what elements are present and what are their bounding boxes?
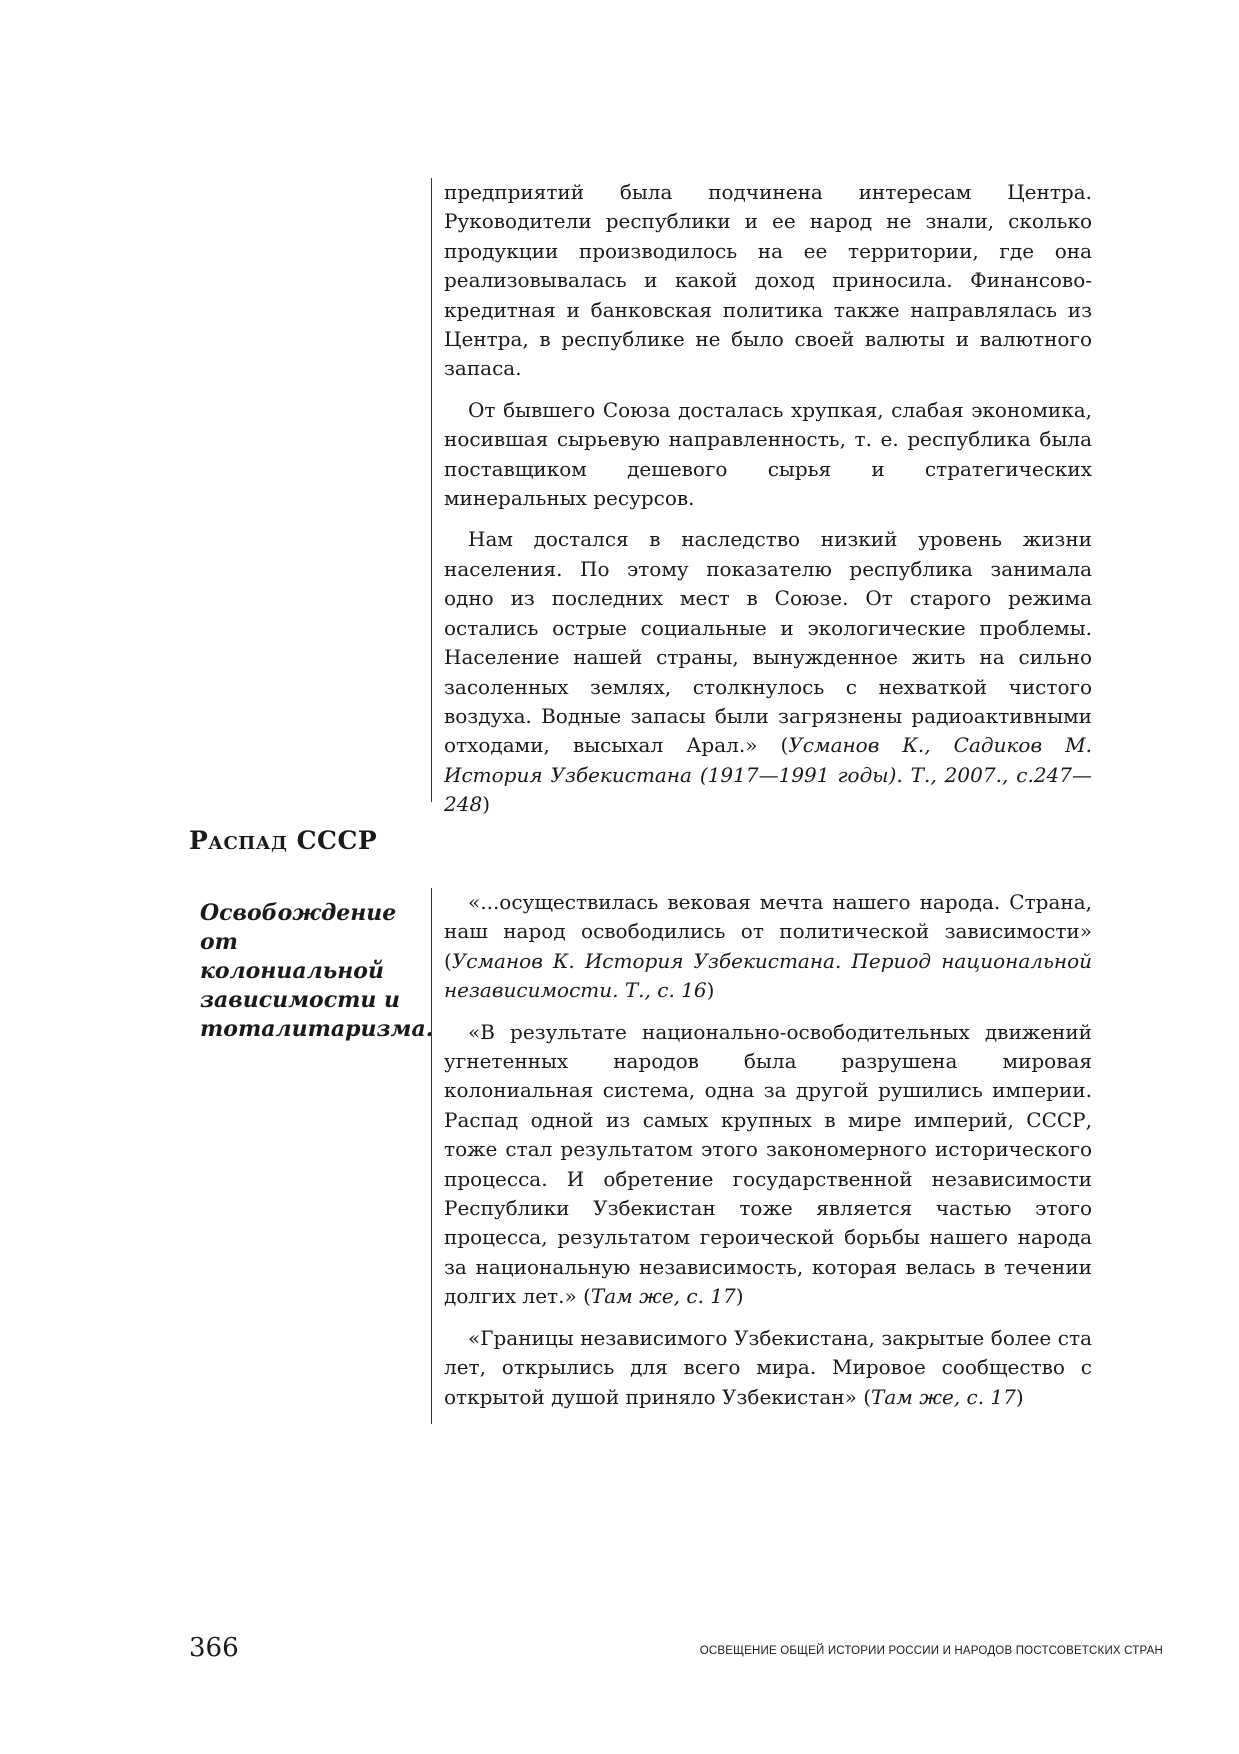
citation: Там же, с. 17 — [871, 1384, 1016, 1409]
paragraph-text: Нам достался в наследство низкий уровень жизни населения. По этому показателю республика занимала одно из последних мест в Союзе. От старого режима остались острые социальные и экологические проблемы. Население нашей страны, вынужденное жить на сильно засоленных землях, столкнулось с нехваткой чистого воздуха. Водные запасы были загрязнены радиоактивными отходами, высыхал Арал.» — [444, 527, 1092, 758]
citation-close: ) — [1015, 1384, 1024, 1409]
body-text-section-1 — [444, 178, 1092, 820]
citation-open: ( — [444, 948, 452, 973]
paragraph-text: От бывшего Союза досталась хрупкая, слабая экономика, носившая сырьевую направленность, т. е. республика была поставщиком дешевого сырья и стратегических минеральных ресурсов. — [444, 397, 1092, 511]
citation-open: ( — [583, 1284, 591, 1309]
paragraph — [444, 888, 1092, 1006]
citation: Усманов К., Садиков М. История Узбекистана (1917—1991 годы). Т., 2007., с.247—248 — [444, 733, 1093, 817]
paragraph — [444, 1324, 1092, 1412]
paragraph-text: «Границы независимого Узбекистана, закрытые более ста лет, открылись для всего мира. Мировое сообщество с открытой душой приняло Узбекистан» — [444, 1325, 1092, 1409]
citation: Усманов К. История Узбекистана. Период национальной независимости. Т., с. 16 — [444, 948, 1092, 1003]
citation-close: ) — [482, 792, 490, 817]
paragraph — [444, 1018, 1092, 1312]
citation-open: ( — [863, 1384, 872, 1409]
paragraph-text: «В результате национально-освободительных движений угнетенных народов была разрушена мировая колониальная система, одна за другой рушились империи. Распад одной из самых крупных в мире империй, СССР, тоже стал результатом этого закономерного исторического процесса. И обретение государственной независимости Республики Узбекистан тоже является частью этого процесса, результатом героической борьбы нашего народа за национальную независимость, которая велась в течении долгих лет.» — [444, 1019, 1092, 1309]
margin-rule-top — [431, 178, 432, 802]
citation-close: ) — [706, 978, 715, 1003]
paragraph — [444, 525, 1092, 819]
page-number: 366 — [189, 1633, 239, 1663]
running-footer: ОСВЕЩЕНИЕ ОБЩЕЙ ИСТОРИИ РОССИИ И НАРОДОВ ПОСТСОВЕТСКИХ СТРАН — [699, 1645, 1163, 1657]
paragraph-text: предприятий была подчинена интересам Центра. Руководители республики и ее народ не знали, сколько продукции производилось на ее территории, где она реализовывалась и какой доход приносила. Финансово-кредитная и банковская политика также направлялась из Центра, в республике не было своей валюты и валютного запаса. — [444, 180, 1092, 381]
margin-rule-bottom — [431, 888, 432, 1424]
citation-open: ( — [780, 733, 789, 758]
section-title: Распад СССР — [189, 826, 378, 855]
citation-close: ) — [735, 1284, 744, 1309]
citation: Там же, с. 17 — [590, 1284, 736, 1309]
paragraph — [444, 178, 1092, 384]
paragraph-text: «...осуществилась вековая мечта нашего народа. Страна, наш народ освободились от политической зависимости» — [444, 890, 1092, 944]
paragraph — [444, 396, 1092, 514]
body-text-section-2 — [444, 888, 1092, 1412]
side-note: Освобождение от колониальной зависимости и тоталитаризма. — [200, 900, 434, 1042]
